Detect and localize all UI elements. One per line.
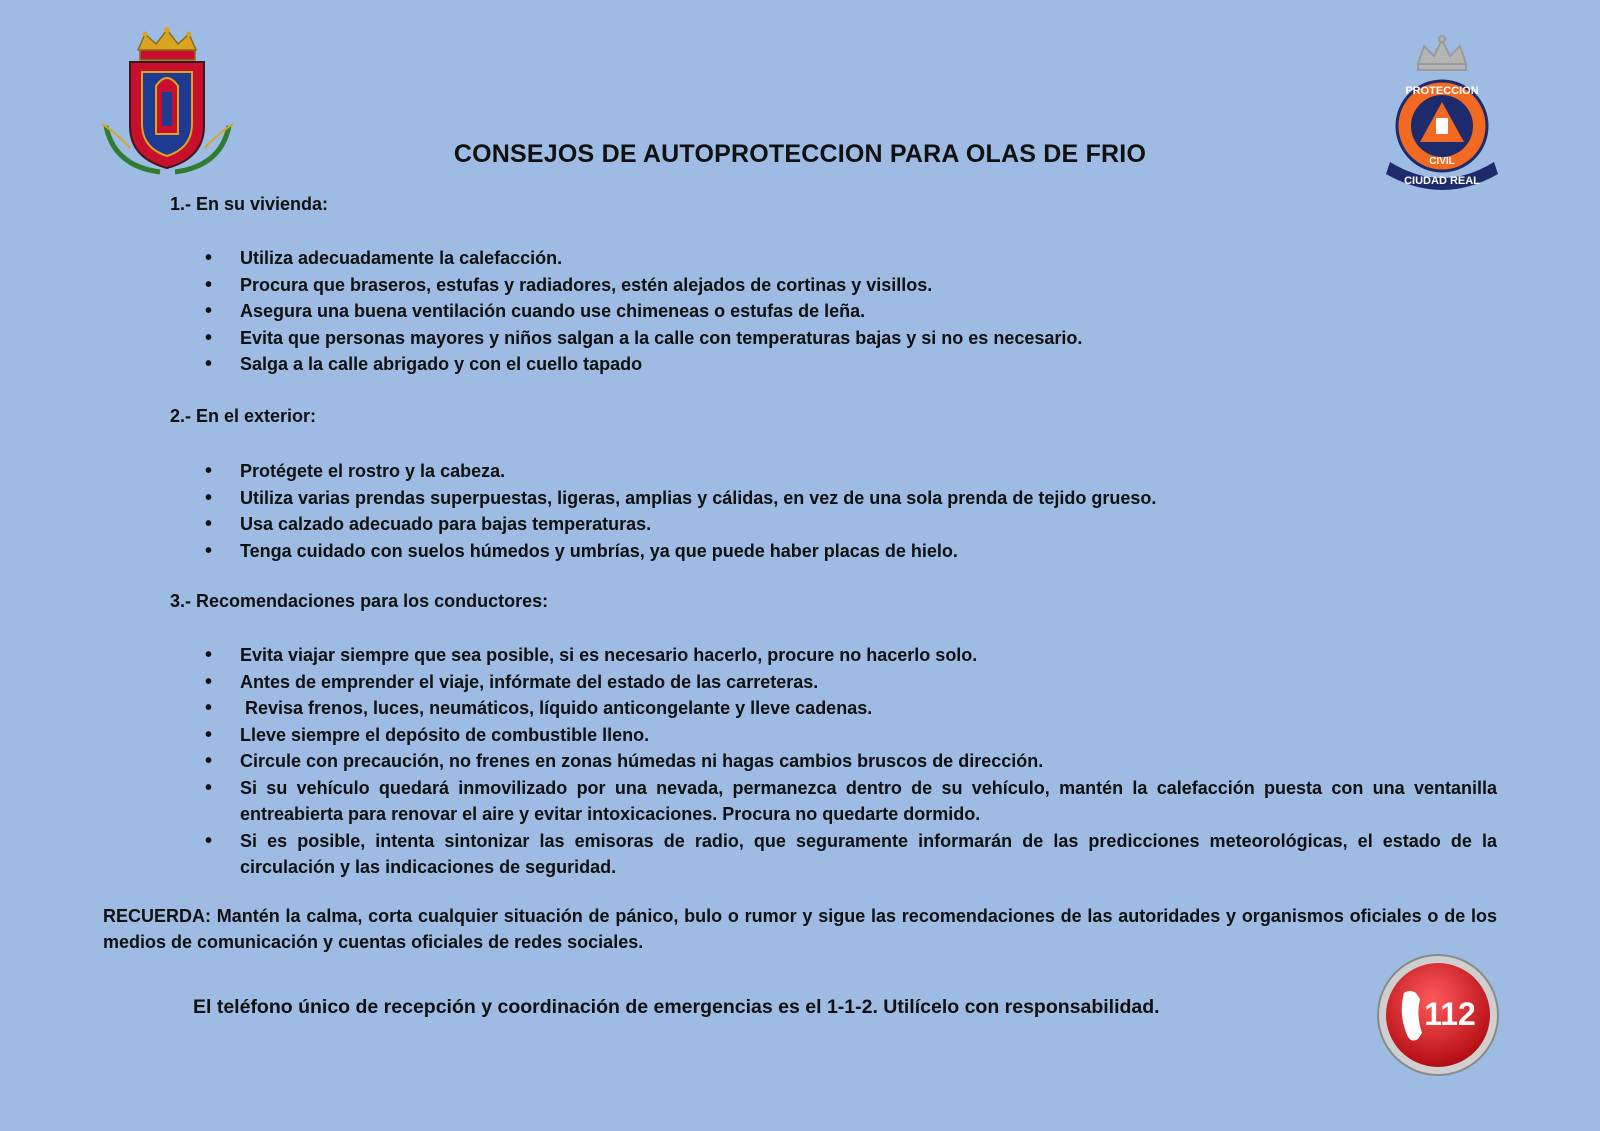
list-item: • Utiliza adecuadamente la calefacción. (205, 245, 1497, 272)
pc-text-mid: CIVIL (1429, 156, 1455, 167)
list-item: • Tenga cuidado con suelos húmedos y umbrías, ya que puede haber placas de hielo. (205, 538, 1497, 565)
pc-text-top: PROTECCION (1405, 85, 1479, 97)
list-item: • Procura que braseros, estufas y radiadores, estén alejados de cortinas y visillos. (205, 272, 1497, 299)
proteccion-civil-logo-icon (1380, 34, 1505, 194)
list-item: • Evita viajar siempre que sea posible, si es necesario hacerlo, procure no hacerlo solo. (205, 642, 1497, 669)
pc-crown-icon (1418, 36, 1466, 70)
list-item: • Si su vehículo quedará inmovilizado por una nevada, permanezca dentro de su vehículo, mantén la calefacción puesta con una ventanilla entreabierta para renovar el aire y evitar intoxicaciones. Procura no quedarte dormido. (205, 775, 1497, 828)
section-heading-exterior: 2.- En el exterior: (170, 406, 317, 426)
list-item: • Protégete el rostro y la cabeza. (205, 458, 1497, 485)
crown-icon (138, 27, 196, 60)
pc-text-bottom: CIUDAD REAL (1404, 175, 1480, 187)
emergency-phone-note: El teléfono único de recepción y coordinación de emergencias es el 1-1-2. Utilícelo con responsabilidad. (193, 996, 1160, 1018)
list-exterior (205, 458, 1497, 564)
list-item: • Usa calzado adecuado para bajas temperaturas. (205, 511, 1497, 538)
list-item: • Si es posible, intenta sintonizar las emisoras de radio, que seguramente informarán de las predicciones meteorológicas, el estado de la circulación y las indicaciones de seguridad. (205, 828, 1497, 881)
list-item: • Evita que personas mayores y niños salgan a la calle con temperaturas bajas y si no es necesario. (205, 325, 1497, 352)
list-conductores (205, 642, 1497, 881)
list-item: • Antes de emprender el viaje, infórmate del estado de las carreteras. (205, 669, 1497, 696)
list-item: • Asegura una buena ventilación cuando use chimeneas o estufas de leña. (205, 298, 1497, 325)
recuerda-note: RECUERDA: Mantén la calma, corta cualquier situación de pánico, bulo o rumor y sigue las recomendaciones de las autoridades y organismos oficiales o de los medios de comunicación y cuentas oficiales de redes sociales. (103, 906, 1497, 952)
list-vivienda (205, 245, 1497, 378)
badge-number: 112 (1424, 996, 1476, 1032)
list-item: • Lleve siempre el depósito de combustible lleno. (205, 722, 1497, 749)
list-item: • Circule con precaución, no frenes en zonas húmedas ni hagas cambios bruscos de dirección. (205, 748, 1497, 775)
page-title: CONSEJOS DE AUTOPROTECCION PARA OLAS DE FRIO (453, 140, 1147, 168)
list-item: • Salga a la calle abrigado y con el cuello tapado (205, 351, 1497, 378)
emergency-112-badge-icon (1376, 953, 1500, 1077)
section-heading-vivienda: 1.- En su vivienda: (170, 194, 329, 214)
section-heading-conductores: 3.- Recomendaciones para los conductores: (170, 591, 549, 611)
list-item: • Revisa frenos, luces, neumáticos, líquido anticongelante y lleve cadenas. (205, 695, 1497, 722)
list-item: • Utiliza varias prendas superpuestas, ligeras, amplias y cálidas, en vez de una sola prenda de tejido grueso. (205, 485, 1497, 512)
